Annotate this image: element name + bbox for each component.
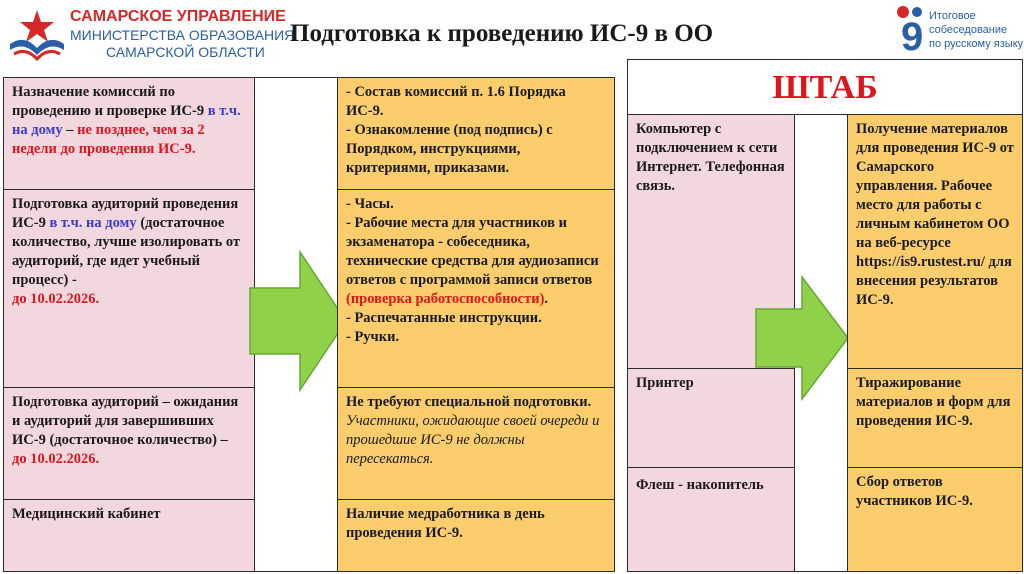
right-left-row-1-text: Компьютер с подключением к сети Интернет. Телефонная связь. (636, 121, 785, 194)
middle-row-2 (337, 189, 615, 388)
middle-row-1 (337, 77, 615, 190)
left-row-1-text: Назначение комиссий по проведению и проверке ИС-9 (12, 84, 205, 119)
middle-row-2-check: (проверка работоспособности) (346, 291, 545, 307)
right-right-row-3-text: Сбор ответов участников ИС-9. (856, 474, 973, 509)
right-right-row-1-text: Получение материалов для проведения ИС-9 от Самарского управления. Рабочее место для работы с личным кабинетом ОО на веб-ресурсе https://is9.rustest.ru/ для внесения результатов ИС-9. (856, 121, 1014, 308)
left-row-2-deadline: до 10.02.2026. (12, 291, 100, 307)
left-row-4 (3, 499, 255, 572)
left-row-1-dash: – (62, 122, 78, 138)
exam-badge (893, 4, 1023, 56)
right-right-row-3 (847, 467, 1023, 572)
middle-row-2-line-1: - Часы. (346, 196, 394, 212)
staff-heading (627, 59, 1023, 115)
arrow-right-icon (248, 250, 348, 392)
left-row-2-text: Подготовка аудиторий проведения ИС-9 (12, 196, 239, 231)
middle-row-2-dot: . (544, 291, 549, 307)
right-left-row-3-text: Флеш - накопитель (636, 477, 764, 493)
middle-row-2-line-4: - Ручки. (346, 329, 400, 345)
logo (6, 4, 295, 64)
middle-row-2-line-2: - Рабочие места для участников и экзаменатора - собеседника, технические средства для аудиозаписи ответов с программой записи ответов (346, 215, 599, 288)
right-right-row-1 (847, 114, 1023, 369)
left-row-3 (3, 387, 255, 500)
middle-row-3 (337, 387, 615, 500)
right-right-row-2-text: Тиражирование материалов и форм для проведения ИС-9. (856, 375, 1011, 429)
nine-logo-icon (893, 4, 931, 54)
badge-line-1: Итоговое (929, 10, 976, 22)
badge-line-3: по русскому языку (929, 38, 1024, 50)
left-row-4-text: Медицинский кабинет (12, 506, 161, 522)
badge-line-2: собеседование (929, 24, 1008, 36)
left-row-3-text: Подготовка аудиторий – ожидания и аудиторий для завершивших ИС-9 (достаточное количество) – (12, 394, 239, 448)
left-row-1 (3, 77, 255, 190)
left-row-3-deadline: до 10.02.2026. (12, 451, 100, 467)
middle-row-3-italic: Участники, ожидающие своей очереди и прошедшие ИС-9 не должны пересекаться. (346, 413, 600, 467)
left-row-1-home: в т.ч. на дому (12, 103, 241, 138)
page-title: Подготовка к проведению ИС-9 в ОО (290, 20, 714, 47)
logo-line-2: МИНИСТЕРСТВА ОБРАЗОВАНИЯ (70, 27, 295, 43)
right-left-row-2-text: Принтер (636, 375, 694, 391)
arrow-right-icon-2 (754, 275, 850, 401)
logo-line-3: САМАРСКОЙ ОБЛАСТИ (106, 44, 265, 60)
svg-text:9: 9 (901, 15, 924, 54)
left-row-1-deadline: не позднее, чем за 2 недели до проведения ИС-9. (12, 122, 205, 157)
left-row-2 (3, 189, 255, 388)
right-right-row-2 (847, 368, 1023, 468)
staff-heading-text: ШТАБ (772, 69, 878, 106)
logo-line-1: САМАРСКОЕ УПРАВЛЕНИЕ (70, 8, 286, 25)
book-logo-icon (6, 4, 68, 62)
middle-row-4-text: Наличие медработника в день проведения ИС-9. (346, 506, 545, 541)
left-row-2-home: в т.ч. на дому (49, 215, 137, 231)
middle-row-2-line-3: - Распечатанные инструкции. (346, 310, 542, 326)
middle-row-3-bold: Не требуют специальной подготовки. (346, 394, 592, 410)
right-left-row-3 (627, 467, 795, 572)
middle-row-1-line-1: - Состав комиссий п. 1.6 Порядка ИС-9. (346, 84, 566, 119)
middle-row-1-line-2: - Ознакомление (под подпись) с Порядком, инструкциями, критериями, приказами. (346, 122, 553, 176)
left-row-2-text-2: (достаточное количество, лучше изолировать от аудиторий, где идет учебный процесс) - (12, 215, 241, 288)
middle-row-4 (337, 499, 615, 572)
